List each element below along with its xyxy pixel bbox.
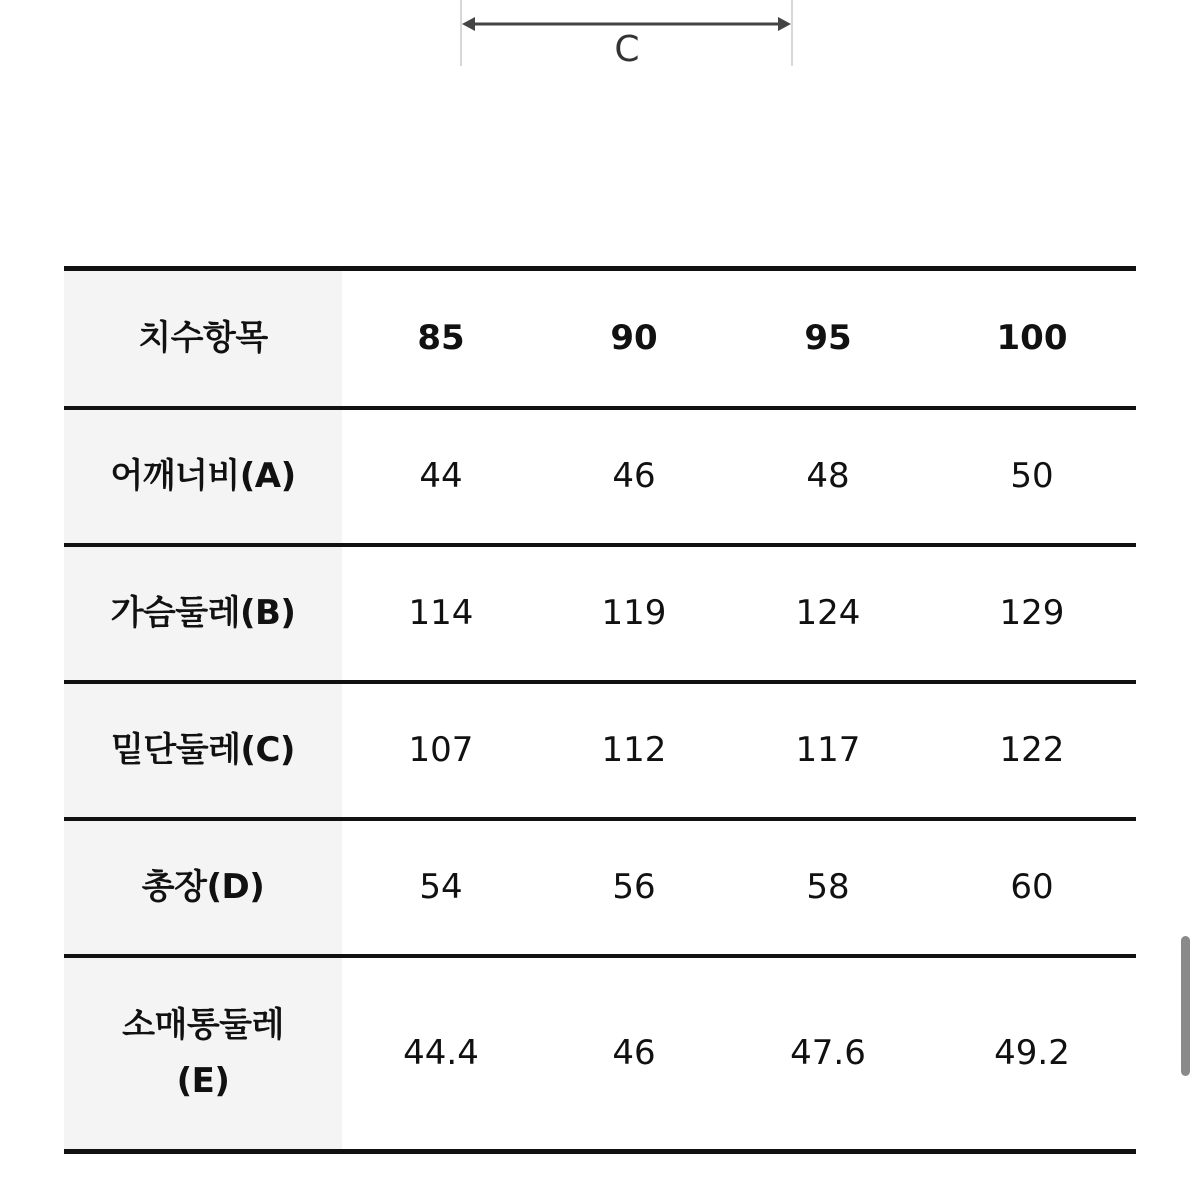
row-label-sleeve-line2: (E) — [176, 1061, 230, 1102]
width-arrow-diagram — [0, 0, 1200, 80]
table-cell: 112 — [540, 682, 728, 819]
table-cell: 46 — [540, 408, 728, 545]
corner-header: 치수항목 — [64, 269, 342, 408]
table-row — [64, 819, 1136, 956]
table-row — [64, 408, 1136, 545]
size-header-85: 85 — [342, 269, 540, 408]
table-cell: 58 — [728, 819, 928, 956]
table-cell: 56 — [540, 819, 728, 956]
table-cell: 48 — [728, 408, 928, 545]
vertical-scrollbar[interactable] — [1181, 936, 1190, 1076]
row-label-length: 총장(D) — [64, 819, 342, 956]
table-cell: 47.6 — [728, 956, 928, 1152]
measure-label: C — [614, 29, 640, 70]
row-label-hem: 밑단둘레(C) — [64, 682, 342, 819]
table-cell: 44.4 — [342, 956, 540, 1152]
row-label-sleeve-line1: 소매통둘레 — [122, 1005, 284, 1046]
table-cell: 124 — [728, 545, 928, 682]
table-row — [64, 682, 1136, 819]
table-cell: 114 — [342, 545, 540, 682]
row-label-chest: 가슴둘레(B) — [64, 545, 342, 682]
table-cell: 107 — [342, 682, 540, 819]
table-cell: 60 — [928, 819, 1136, 956]
table-header-row — [64, 269, 1136, 408]
table-cell: 119 — [540, 545, 728, 682]
row-label-shoulder: 어깨너비(A) — [64, 408, 342, 545]
measurement-diagram — [0, 0, 1200, 80]
table-cell: 49.2 — [928, 956, 1136, 1152]
table-cell: 129 — [928, 545, 1136, 682]
size-header-100: 100 — [928, 269, 1136, 408]
arrow-head-right-icon — [778, 17, 791, 31]
table-cell: 122 — [928, 682, 1136, 819]
size-header-90: 90 — [540, 269, 728, 408]
table-cell: 117 — [728, 682, 928, 819]
row-label-sleeve — [64, 956, 342, 1152]
size-chart-table — [64, 266, 1136, 1154]
size-header-95: 95 — [728, 269, 928, 408]
table-cell: 50 — [928, 408, 1136, 545]
table-cell: 44 — [342, 408, 540, 545]
table-row — [64, 956, 1136, 1152]
table-cell: 46 — [540, 956, 728, 1152]
table-row — [64, 545, 1136, 682]
arrow-head-left-icon — [462, 17, 475, 31]
table-cell: 54 — [342, 819, 540, 956]
